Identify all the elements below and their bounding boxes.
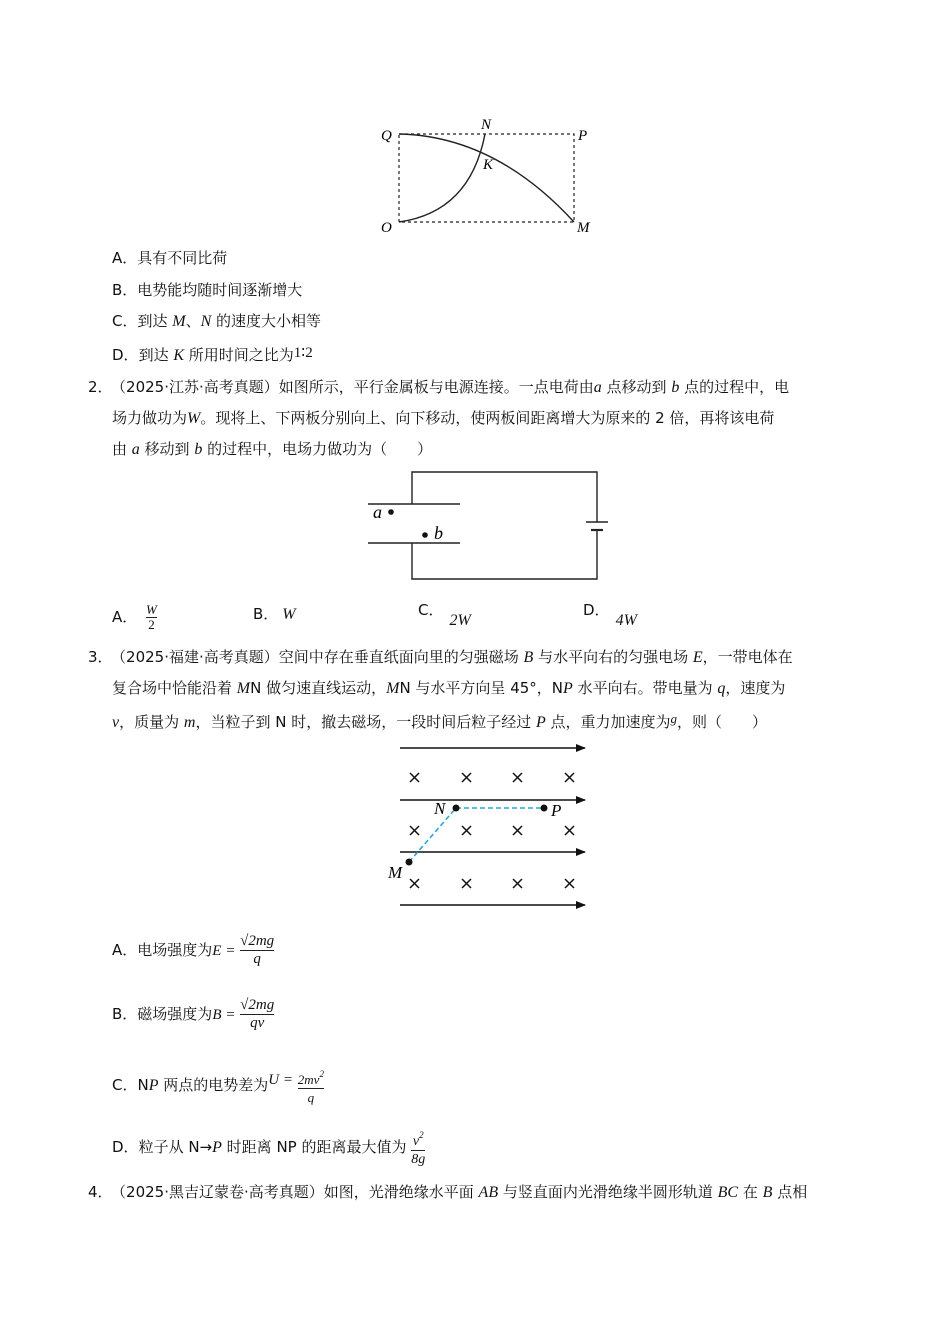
point-a xyxy=(388,509,394,515)
q1-option-a: A．具有不同比荷 xyxy=(112,249,228,267)
q4-stem-line1: 4． （2025·黑吉辽蒙卷·高考真题）如图，光滑绝缘水平面 AB 与竖直面内光滑绝缘半圆形轨道 BC 在 B 点相 xyxy=(88,1183,808,1201)
q1-option-b: B．电势能均随时间逐渐增大 xyxy=(112,281,303,299)
trajectory-to-n xyxy=(399,134,485,222)
point-p xyxy=(541,805,548,812)
q3-option-c: C．NP 两点的电势差为U = $\frac{2mv^2}{q}$ xyxy=(112,1068,324,1105)
magnetic-field-crosses xyxy=(410,773,574,888)
label-b: b xyxy=(434,523,443,543)
q3-field-diagram xyxy=(380,738,600,916)
label-m: M xyxy=(388,863,403,882)
q2-stem-line2: 场力做功为W。现将上、下两板分别向上、向下移动，使两板间距离增大为原来的 2 倍，再将该电荷 xyxy=(112,409,775,427)
q2-stem-line3: 由 a 移动到 b 的过程中，电场力做功为（ ） xyxy=(112,440,433,458)
q1-option-d: D．到达 K 所用时间之比为1∶2 xyxy=(112,345,313,364)
q3-option-a: A．电场强度为E = $\frac{√2mg}{q}$ xyxy=(112,933,275,967)
q1-option-c: C．到达 M、N 的速度大小相等 xyxy=(112,312,322,330)
q3-option-d: D．粒子从 N→P 时距离 NP 的距离最大值为 $\frac{v^2}{8g}$ xyxy=(112,1130,426,1167)
label-a: a xyxy=(373,502,382,522)
q3-stem-line1: 3． （2025·福建·高考真题）空间中存在垂直纸面向里的匀强磁场 B 与水平向右的匀强电场 E，一带电体在 xyxy=(88,648,793,666)
q3-stem-line3: v，质量为 m，当粒子到 N 时，撤去磁场，一段时间后粒子经过 P 点，重力加速度为g，则（ ） xyxy=(112,711,768,731)
q2-option-c: C．2W xyxy=(418,601,471,629)
q2-option-d: D．4W xyxy=(583,601,637,629)
q3-stem-line2: 复合场中恰能沿着 MN 做匀速直线运动，MN 与水平方向呈 45°，NP 水平向右。带电量为 q，速度为 xyxy=(112,679,786,697)
mn-path xyxy=(409,808,456,862)
q2-circuit-diagram xyxy=(360,465,610,585)
q1-diagram xyxy=(375,112,595,237)
label-p: P xyxy=(578,128,588,144)
label-k: K xyxy=(483,157,494,173)
point-b xyxy=(422,532,428,538)
q3-option-b: B．磁场强度为B = $\frac{√2mg}{qv}$ xyxy=(112,997,275,1031)
label-n: N xyxy=(481,117,492,133)
label-p: P xyxy=(551,801,562,820)
q2-option-b: B． W xyxy=(253,605,296,623)
q2-stem-line1: 2． （2025·江苏·高考真题）如图所示，平行金属板与电源连接。一点电荷由a 点移动到 b 点的过程中，电 xyxy=(88,378,790,396)
label-q: Q xyxy=(381,128,392,144)
q2-option-a: A． $\frac{W}{2}$ xyxy=(112,602,157,632)
point-n xyxy=(453,805,460,812)
label-o: O xyxy=(381,220,392,236)
trajectory-to-m xyxy=(399,134,574,222)
point-m xyxy=(406,859,413,866)
label-n: N xyxy=(434,799,446,818)
label-m: M xyxy=(577,220,590,236)
